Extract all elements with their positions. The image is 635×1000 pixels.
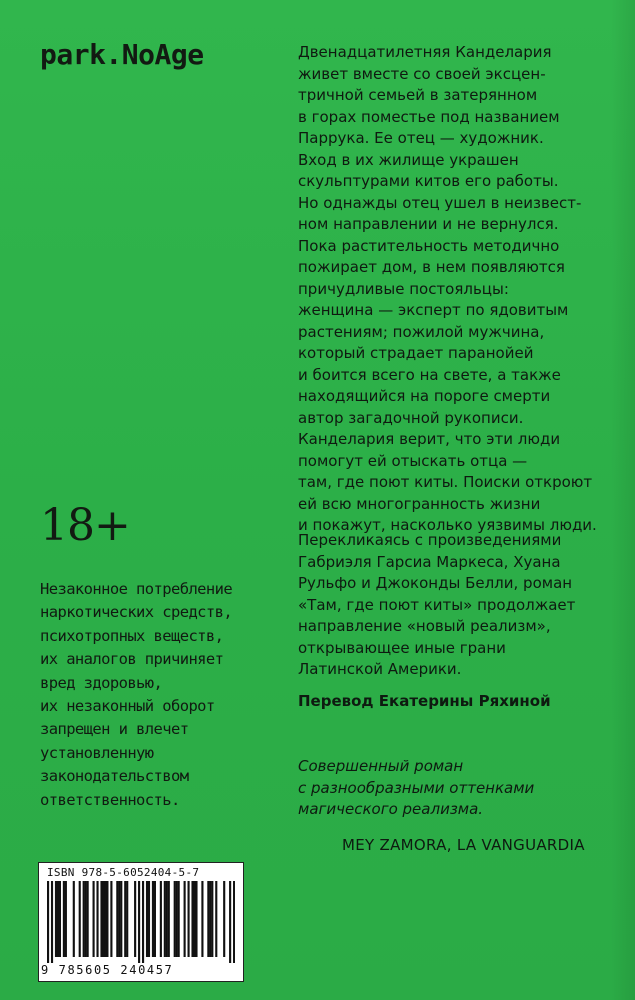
barcode-bar bbox=[223, 881, 225, 957]
translator-credit: Перевод Екатерины Ряхиной bbox=[298, 692, 551, 710]
barcode-bar bbox=[116, 881, 118, 957]
barcode-bar bbox=[207, 881, 209, 957]
barcode-bar bbox=[168, 881, 170, 957]
publisher-logo: park.NoAge bbox=[40, 38, 204, 71]
synopsis-line: автор загадочной рукописи. bbox=[298, 408, 524, 427]
barcode-bar bbox=[100, 881, 102, 957]
warning-line: их незаконный оборот bbox=[40, 697, 215, 716]
warning-line: ответственность. bbox=[40, 790, 180, 809]
barcode-bar bbox=[178, 881, 180, 957]
warning-line: вред здоровью, bbox=[40, 673, 163, 692]
synopsis-line: в горах поместье под названием bbox=[298, 107, 560, 126]
synopsis-line: находящийся на пороге смерти bbox=[298, 387, 551, 405]
barcode-bar bbox=[191, 881, 193, 957]
barcode-bar bbox=[73, 881, 75, 957]
age-rating: 18+ bbox=[40, 500, 130, 551]
synopsis-line: Паррука. Ее отец — художник. bbox=[298, 129, 544, 147]
synopsis-line: женщина — эксперт по ядовитым bbox=[298, 301, 569, 319]
synopsis-line: и боится всего на свете, а также bbox=[298, 365, 561, 384]
synopsis-line: который страдает паранойей bbox=[298, 344, 534, 362]
barcode-bar bbox=[104, 881, 106, 957]
barcode-bar bbox=[134, 881, 136, 957]
synopsis-line: пожирает дом, в нем появляются bbox=[298, 258, 565, 276]
isbn-label: ISBN 978-5-6052404-5-7 bbox=[47, 866, 200, 879]
warning-line: Незаконное потребление bbox=[40, 580, 233, 598]
comparison-line: Перекликаясь с произведениями bbox=[298, 531, 562, 549]
synopsis-line: Пока растительность методично bbox=[298, 236, 560, 255]
barcode-bar bbox=[188, 881, 190, 957]
warning-line: законодательством bbox=[40, 767, 189, 786]
barcode-bar bbox=[59, 881, 61, 957]
barcode-bar bbox=[63, 881, 65, 957]
barcode-bar bbox=[138, 881, 140, 963]
barcode-bar bbox=[57, 881, 59, 957]
synopsis-line: там, где поют киты. Поиски откроют bbox=[298, 473, 593, 491]
barcode-bars bbox=[47, 881, 235, 963]
barcode-bar bbox=[209, 881, 211, 957]
barcode-bar bbox=[148, 881, 150, 957]
spine-shadow bbox=[611, 0, 635, 1000]
barcode bbox=[38, 862, 244, 982]
synopsis-line: ей всю многогранность жизни bbox=[298, 494, 541, 513]
barcode-bar bbox=[176, 881, 178, 957]
barcode-bar bbox=[87, 881, 89, 957]
synopsis-line: Вход в их жилище украшен bbox=[298, 150, 519, 169]
barcode-digits: 9 785605 240457 bbox=[41, 963, 174, 977]
barcode-bar bbox=[83, 881, 85, 957]
quote-line: Совершенный роман bbox=[298, 757, 464, 775]
barcode-bar bbox=[47, 881, 49, 963]
quote-line: магического реализма. bbox=[298, 800, 484, 818]
barcode-bar bbox=[55, 881, 57, 957]
warning-line: психотропных веществ, bbox=[40, 626, 224, 645]
quote-line: с разнообразными оттенками bbox=[298, 778, 535, 797]
barcode-bar bbox=[154, 881, 156, 957]
barcode-bar bbox=[184, 881, 186, 957]
synopsis-line: ном направлении и не вернулся. bbox=[298, 215, 559, 233]
barcode-bar bbox=[65, 881, 67, 957]
synopsis-line: скульптурами китов его работы. bbox=[298, 172, 559, 190]
comparison-text bbox=[298, 530, 610, 681]
synopsis-line: Двенадцатилетняя Канделария bbox=[298, 43, 552, 61]
comparison-line: Рульфо и Джоконды Белли, роман bbox=[298, 574, 573, 592]
barcode-bar bbox=[120, 881, 122, 957]
barcode-bar bbox=[124, 881, 126, 957]
barcode-bar bbox=[201, 881, 203, 957]
barcode-bar bbox=[174, 881, 176, 957]
barcode-bar bbox=[142, 881, 144, 963]
comparison-line: Латинской Америки. bbox=[298, 660, 462, 678]
barcode-bar bbox=[193, 881, 195, 957]
comparison-line: Габриэля Гарсиа Маркеса, Хуана bbox=[298, 552, 561, 571]
synopsis-line: и покажут, насколько уязвимы люди. bbox=[298, 516, 597, 534]
legal-warning bbox=[40, 578, 232, 812]
barcode-bar bbox=[51, 881, 53, 963]
barcode-bar bbox=[126, 881, 128, 957]
barcode-bar bbox=[102, 881, 104, 957]
barcode-bar bbox=[166, 881, 168, 957]
barcode-bar bbox=[146, 881, 148, 957]
synopsis-line: тричной семьей в затерянном bbox=[298, 86, 538, 104]
comparison-line: «Там, где поют киты» продолжает bbox=[298, 595, 576, 614]
synopsis-line: помогут ей отыскать отца — bbox=[298, 451, 528, 470]
synopsis-line: Канделария верит, что эти люди bbox=[298, 430, 561, 448]
warning-line: установленную bbox=[40, 743, 154, 762]
warning-line: их аналогов причиняет bbox=[40, 650, 224, 669]
barcode-bar bbox=[229, 881, 231, 963]
synopsis-line: причудливые постояльцы: bbox=[298, 279, 509, 298]
barcode-bar bbox=[233, 881, 235, 963]
barcode-bar bbox=[215, 881, 217, 957]
synopsis-line: растениям; пожилой мужчина, bbox=[298, 322, 545, 341]
comparison-line: открывающее иные грани bbox=[298, 638, 506, 657]
barcode-bar bbox=[110, 881, 112, 957]
barcode-bar bbox=[211, 881, 213, 957]
synopsis-text bbox=[298, 42, 610, 537]
warning-line: запрещен и влечет bbox=[40, 720, 189, 739]
warning-line: наркотических средств, bbox=[40, 603, 233, 622]
barcode-bar bbox=[93, 881, 95, 957]
quote-source: MEY ZAMORA, LA VANGUARDIA bbox=[342, 836, 585, 854]
barcode-bar bbox=[118, 881, 120, 957]
barcode-bar bbox=[195, 881, 197, 957]
barcode-bar bbox=[106, 881, 108, 957]
synopsis-line: Но однажды отец ушел в неизвест- bbox=[298, 193, 582, 212]
barcode-bar bbox=[160, 881, 162, 957]
barcode-bar bbox=[164, 881, 166, 957]
comparison-line: направление «новый реализм», bbox=[298, 617, 551, 635]
barcode-bar bbox=[85, 881, 87, 957]
synopsis-line: живет вместе со своей эксцен- bbox=[298, 64, 546, 83]
barcode-bar bbox=[96, 881, 98, 957]
barcode-bar bbox=[79, 881, 81, 957]
review-quote bbox=[298, 756, 534, 821]
barcode-bar bbox=[152, 881, 154, 957]
